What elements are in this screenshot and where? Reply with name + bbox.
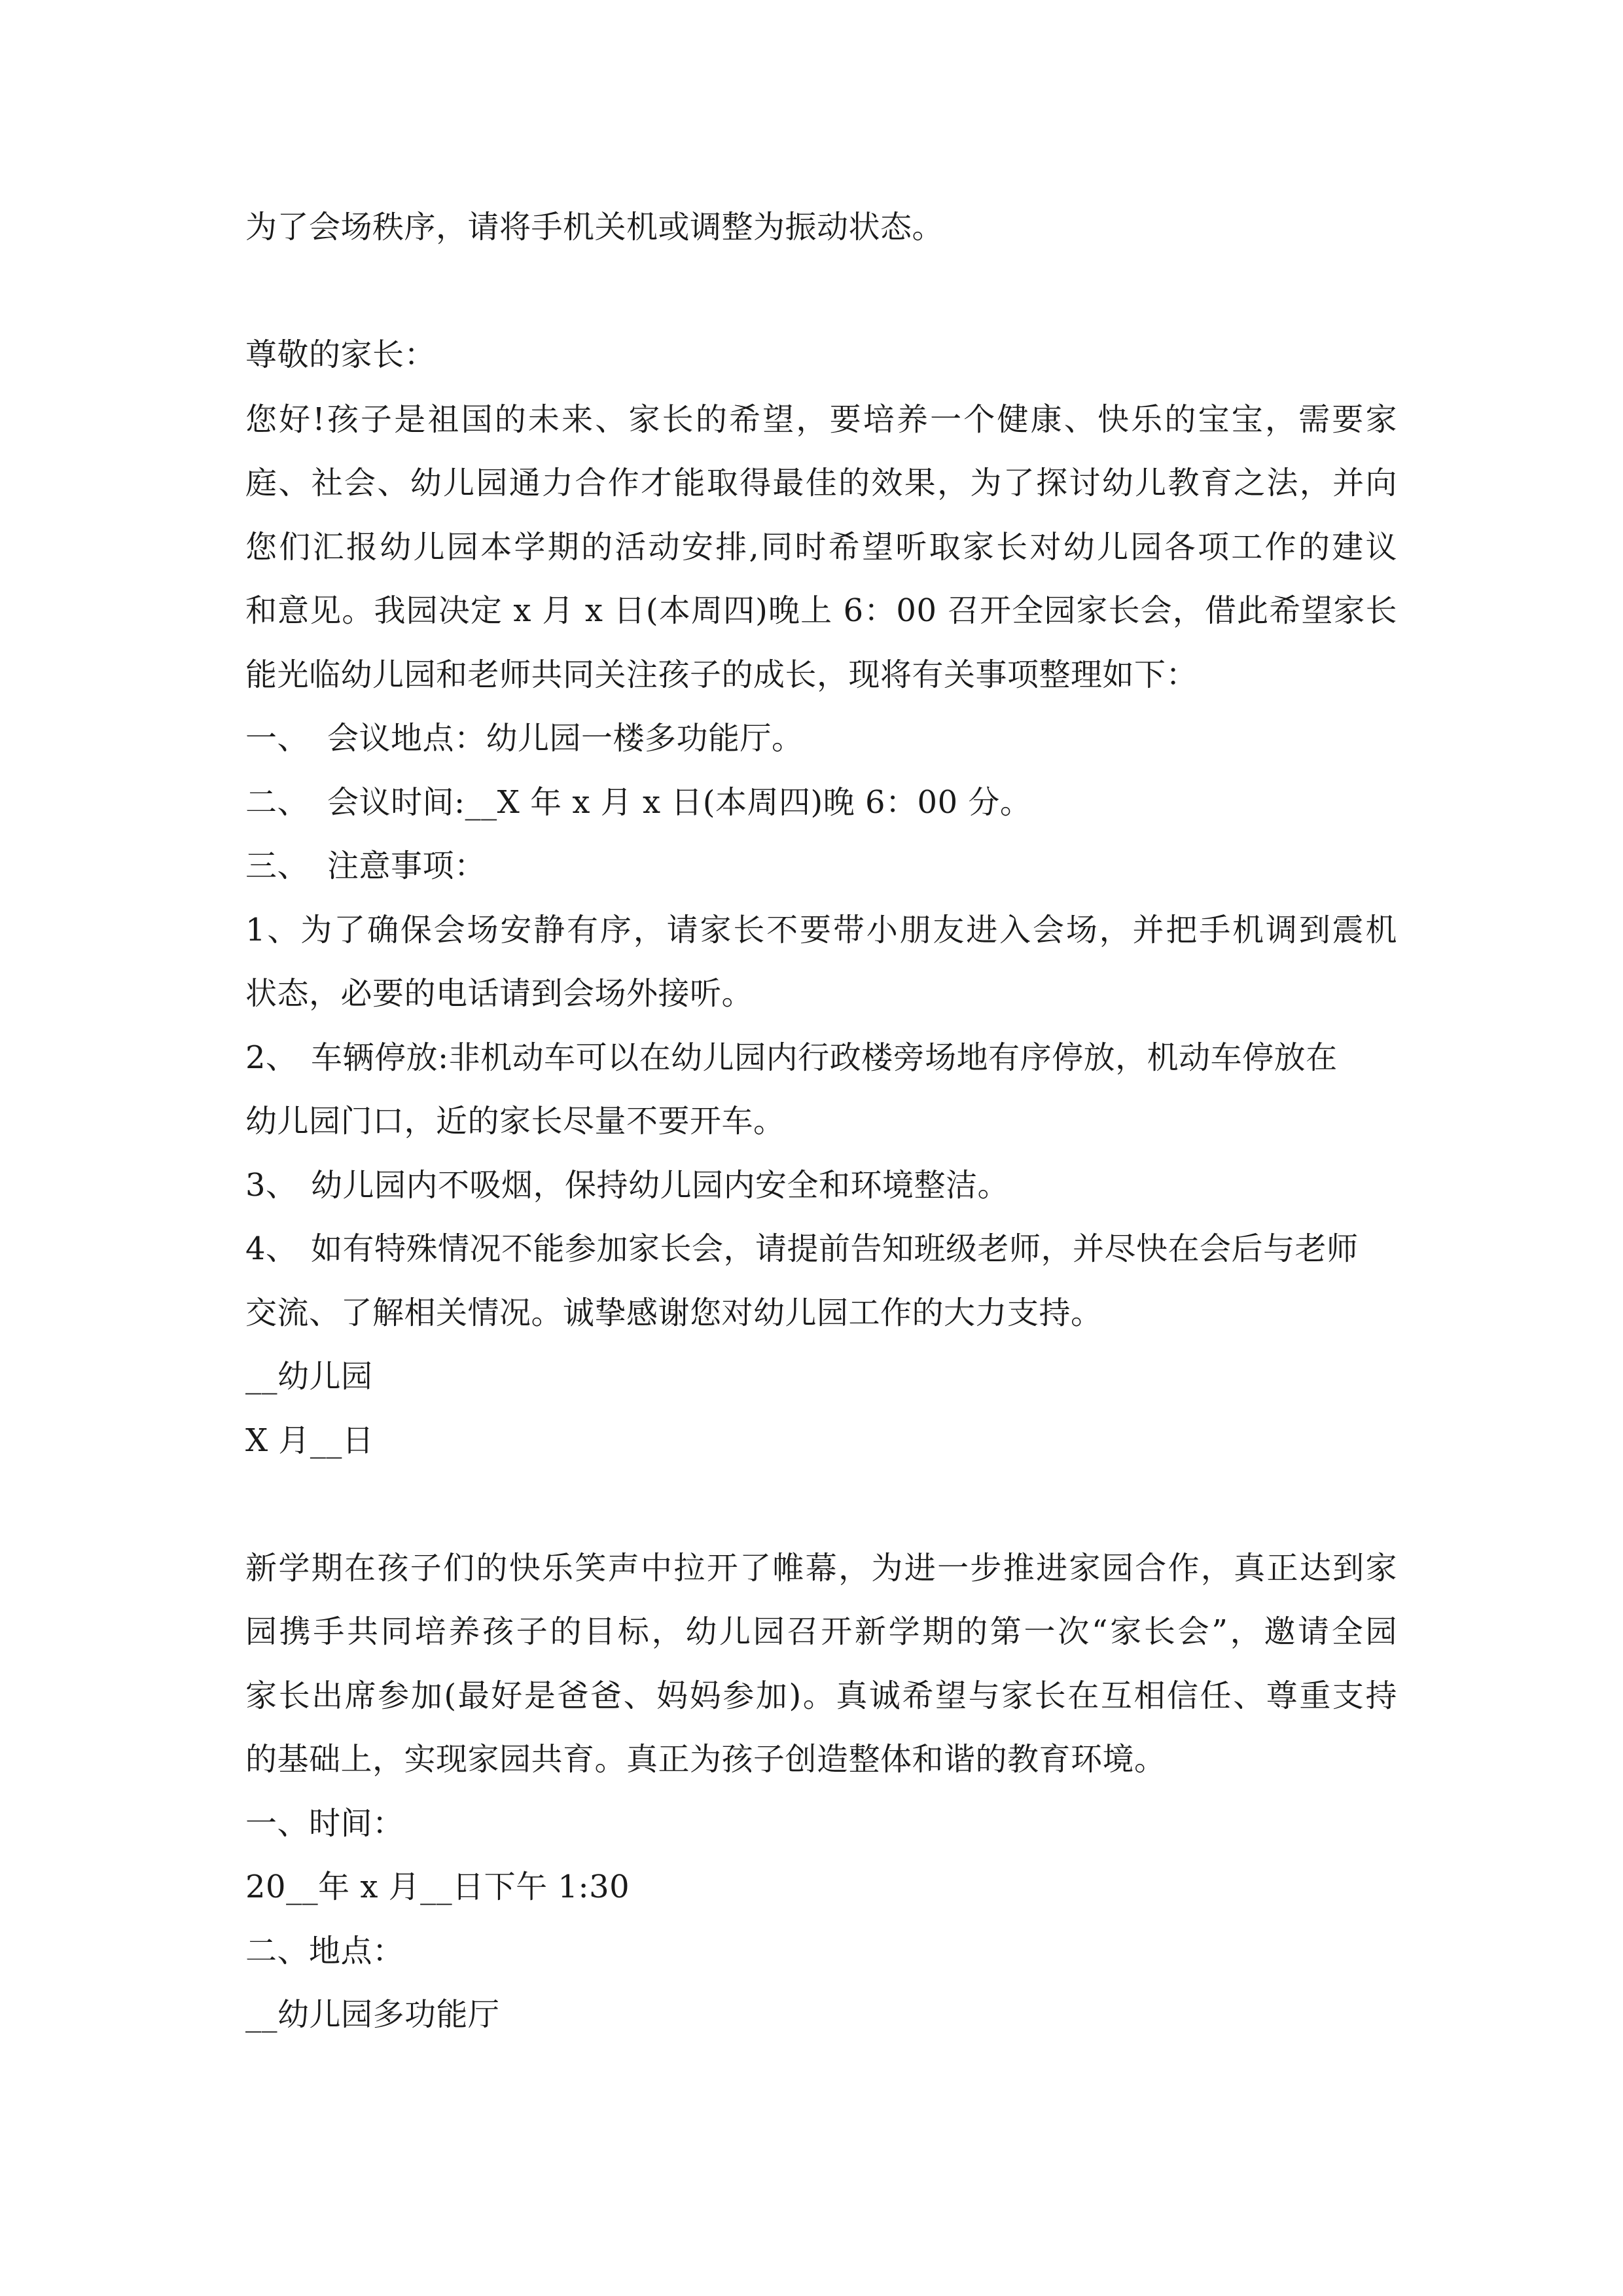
text: 的基础上，实现家园共育。真正为孩子创造整体和谐的教育环境。: [245, 1741, 1166, 1778]
time-value: [245, 1867, 1397, 1907]
list-item: [245, 1038, 1397, 1077]
list-item-continuation: [245, 1293, 1397, 1333]
text: 园携手共同培养孩子的目标，幼儿园召开新学期的第一次“家长会”，邀请全园: [245, 1613, 1397, 1650]
list-number: 三、: [245, 848, 310, 884]
notice-phone-line: [245, 207, 1397, 247]
list-item: [245, 783, 1397, 822]
text: __幼儿园: [245, 1358, 373, 1395]
text: 如有特殊情况不能参加家长会，请提前告知班级老师，并尽快在会后与老师: [311, 1230, 1359, 1267]
list-item: [245, 1229, 1397, 1268]
text: 幼儿园门口，近的家长尽量不要开车。: [245, 1103, 785, 1139]
text: 会议地点：幼儿园一楼多功能厅。: [327, 720, 804, 757]
list-item: [245, 719, 1397, 758]
paragraph-line: [245, 591, 1397, 630]
paragraph-line: [245, 1740, 1397, 1779]
paragraph-line: [245, 1549, 1397, 1588]
text: 车辆停放:非机动车可以在幼儿园内行政楼旁场地有序停放，机动车停放在: [311, 1039, 1338, 1076]
text: 新学期在孩子们的快乐笑声中拉开了帷幕，为进一步推进家园合作，真正达到家: [245, 1550, 1397, 1587]
location-value: [245, 1995, 1397, 2034]
salutation: [245, 335, 1397, 374]
paragraph-line: [245, 463, 1397, 503]
section-heading-time: [245, 1804, 1397, 1843]
text: 状态，必要的电话请到会场外接听。: [245, 975, 754, 1012]
text: 幼儿园内不吸烟，保持幼儿园内安全和环境整洁。: [311, 1167, 1010, 1204]
text: 您们汇报幼儿园本学期的活动安排,同时希望听取家长对幼儿园各项工作的建议: [245, 529, 1397, 565]
list-item-continuation: [245, 1102, 1397, 1141]
list-number: 3、: [245, 1167, 298, 1204]
list-number: 二、: [245, 784, 310, 821]
text: 会议时间:__X 年 x 月 x 日(本周四)晚 6：00 分。: [327, 784, 1032, 821]
signature-date: [245, 1421, 1397, 1460]
paragraph-line: [245, 655, 1397, 694]
text: 能光临幼儿园和老师共同关注孩子的成长，现将有关事项整理如下：: [245, 656, 1198, 693]
list-item: [245, 1166, 1397, 1205]
list-item: [245, 846, 1397, 886]
signature-org: [245, 1357, 1397, 1396]
text: 20__年 x 月__日下午 1:30: [245, 1869, 630, 1905]
text: __幼儿园多功能厅: [245, 1996, 500, 2033]
text: 二、地点：: [245, 1933, 404, 1969]
paragraph-line: [245, 1676, 1397, 1715]
text: 交流、了解相关情况。诚挚感谢您对幼儿园工作的大力支持。: [245, 1295, 1103, 1331]
text: 1、为了确保会场安静有序，请家长不要带小朋友进入会场，并把手机调到震机: [245, 912, 1397, 948]
text: X 月__日: [245, 1422, 374, 1459]
paragraph-line: [245, 400, 1397, 439]
text: 一、时间：: [245, 1805, 404, 1842]
list-number: 4、: [245, 1230, 298, 1267]
text: 庭、社会、幼儿园通力合作才能取得最佳的效果，为了探讨幼儿教育之法，并向: [245, 465, 1397, 501]
list-number: 一、: [245, 720, 310, 757]
section-heading-location: [245, 1931, 1397, 1971]
text: 尊敬的家长：: [245, 336, 437, 373]
paragraph-line: [245, 528, 1397, 567]
list-number: 2、: [245, 1039, 298, 1076]
paragraph-line: [245, 1612, 1397, 1651]
text: 家长出席参加(最好是爸爸、妈妈参加)。真诚希望与家长在互相信任、尊重支持: [245, 1677, 1397, 1714]
text: 您好!孩子是祖国的未来、家长的希望，要培养一个健康、快乐的宝宝，需要家: [245, 401, 1397, 438]
text: 和意见。我园决定 x 月 x 日(本周四)晚上 6：00 召开全园家长会，借此希望家长: [245, 592, 1397, 629]
list-item: [245, 910, 1397, 950]
text: 注意事项：: [327, 848, 486, 884]
list-item-continuation: [245, 974, 1397, 1013]
text: 为了会场秩序，请将手机关机或调整为振动状态。: [245, 209, 944, 245]
